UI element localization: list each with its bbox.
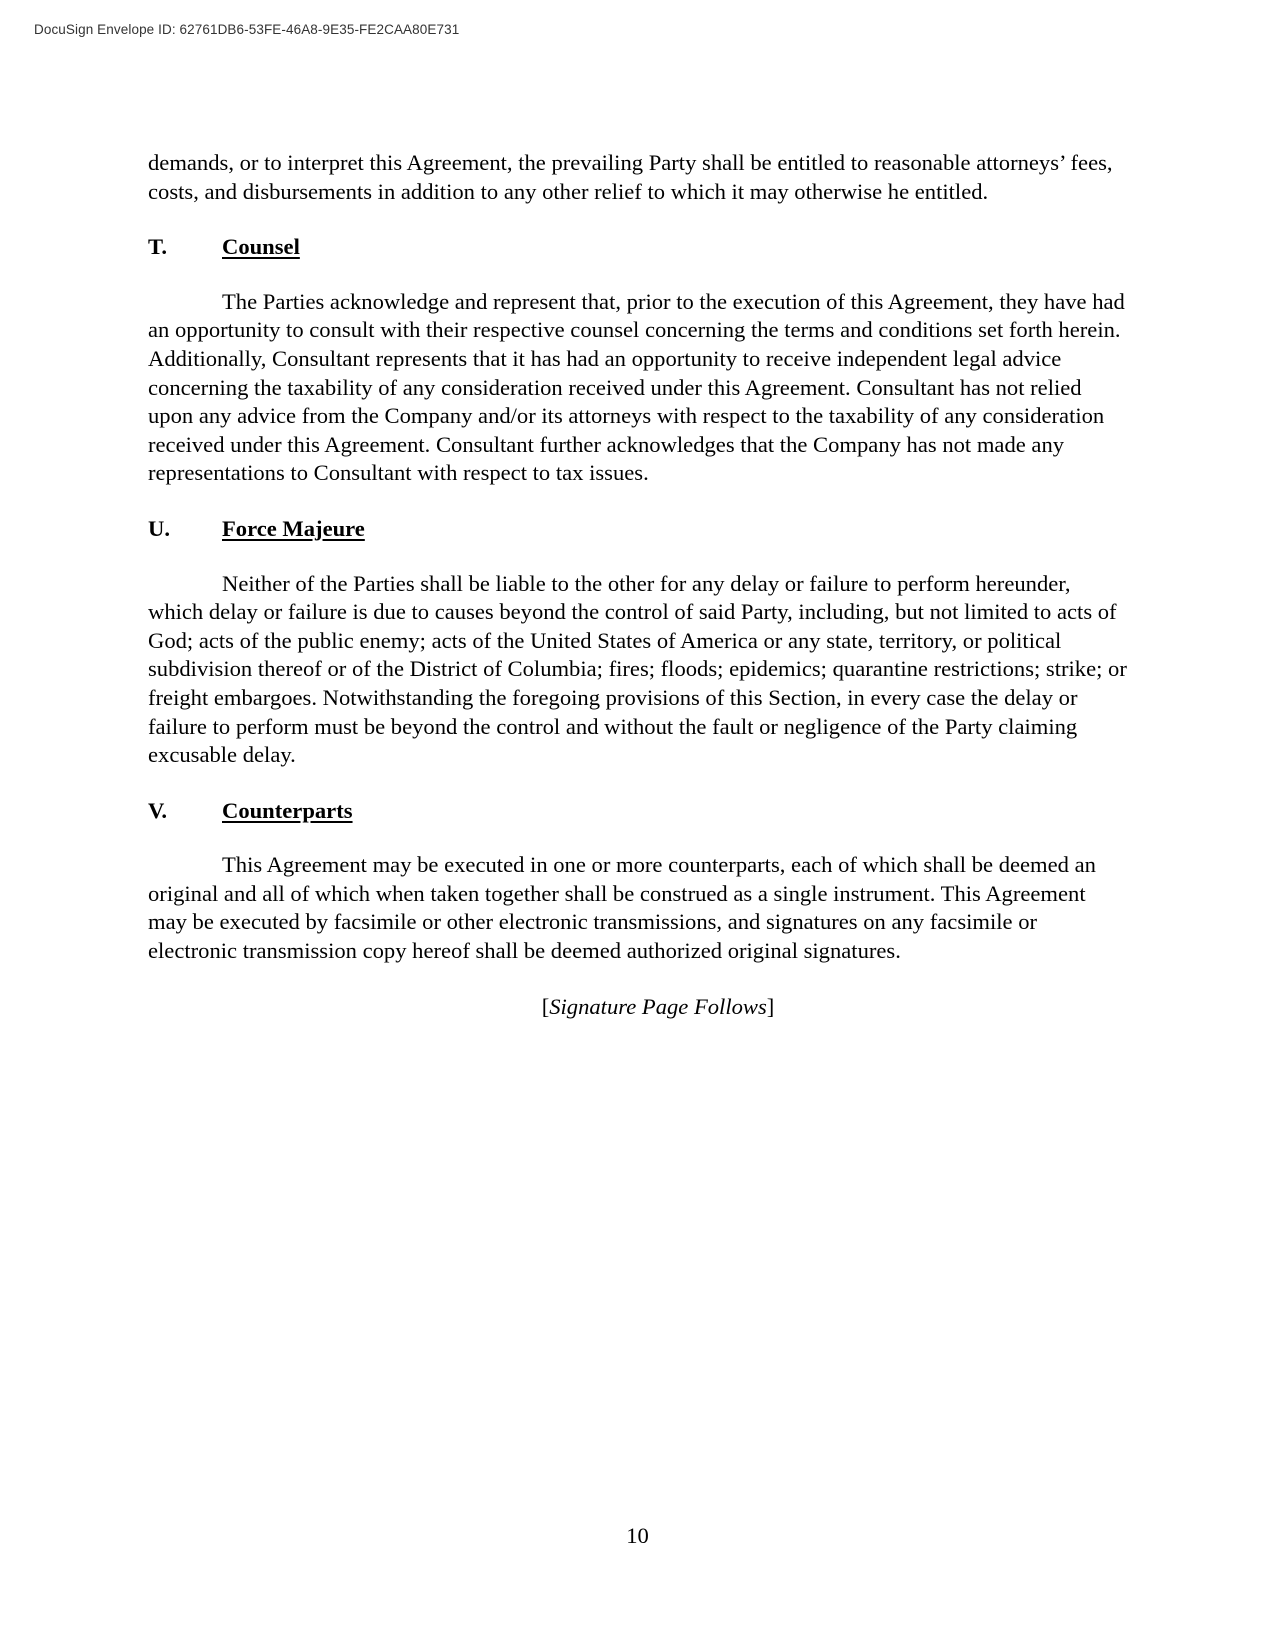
signature-note-text: Signature Page Follows: [549, 993, 767, 1019]
section-letter: U.: [148, 515, 170, 541]
open-bracket: [: [541, 993, 550, 1019]
section-title: Counterparts: [222, 797, 353, 823]
close-bracket: ]: [766, 993, 775, 1019]
signature-page-note: [148, 993, 1128, 1022]
section-title: Counsel: [222, 234, 300, 260]
section-body-force-majeure: Neither of the Parties shall be liable to the other for any delay or failure to perform hereunder, which delay or failure is due to causes beyond the control of said Party, including, but not limited to acts of God; acts of the public enemy; acts of the United States of America or any state, territory, or political subdivision thereof or of the District of Columbia; fires; floods; epidemics; quarantine restrictions; strike; or freight embargoes. Notwithstanding the foregoing provisions of this Section, in every case the delay or failure to perform must be beyond the control and without the fault or negligence of the Party claiming excusable delay.: [148, 570, 1127, 768]
section-heading-counterparts: [148, 797, 1128, 826]
section-letter: T.: [148, 234, 168, 260]
section-heading-force-majeure: [148, 515, 1128, 544]
section-body-counsel: The Parties acknowledge and represent that, prior to the execution of this Agreement, they have had an opportunity to consult with their respective counsel concerning the terms and conditions set forth herein. Additionally, Consultant represents that it has had an opportunity to receive independent legal advice concerning the taxability of any consideration received under this Agreement. Consultant has not relied upon any advice from the Company and/or its attorneys with respect to the taxability of any consideration received under this Agreement. Consultant further acknowledges that the Company has not made any representations to Consultant with respect to tax issues.: [148, 288, 1125, 486]
section-title: Force Majeure: [222, 515, 365, 541]
document-body: [148, 149, 1128, 1021]
envelope-id: DocuSign Envelope ID: 62761DB6-53FE-46A8-9E35-FE2CAA80E731: [34, 22, 460, 37]
section-body-counterparts: This Agreement may be executed in one or more counterparts, each of which shall be deemed an original and all of which when taken together shall be construed as a single instrument. This Agreement may be executed by facsimile or other electronic transmissions, and signatures on any facsimile or electronic transmission copy hereof shall be deemed authorized original signatures.: [148, 852, 1096, 964]
intro-paragraph: demands, or to interpret this Agreement, the prevailing Party shall be entitled to reasonable attorneys’ fees, costs, and disbursements in addition to any other relief to which it may otherwise he entitled.: [148, 150, 1113, 204]
section-heading-counsel: [148, 233, 1128, 262]
page-number: 10: [626, 1523, 649, 1548]
section-letter: V.: [148, 797, 168, 823]
